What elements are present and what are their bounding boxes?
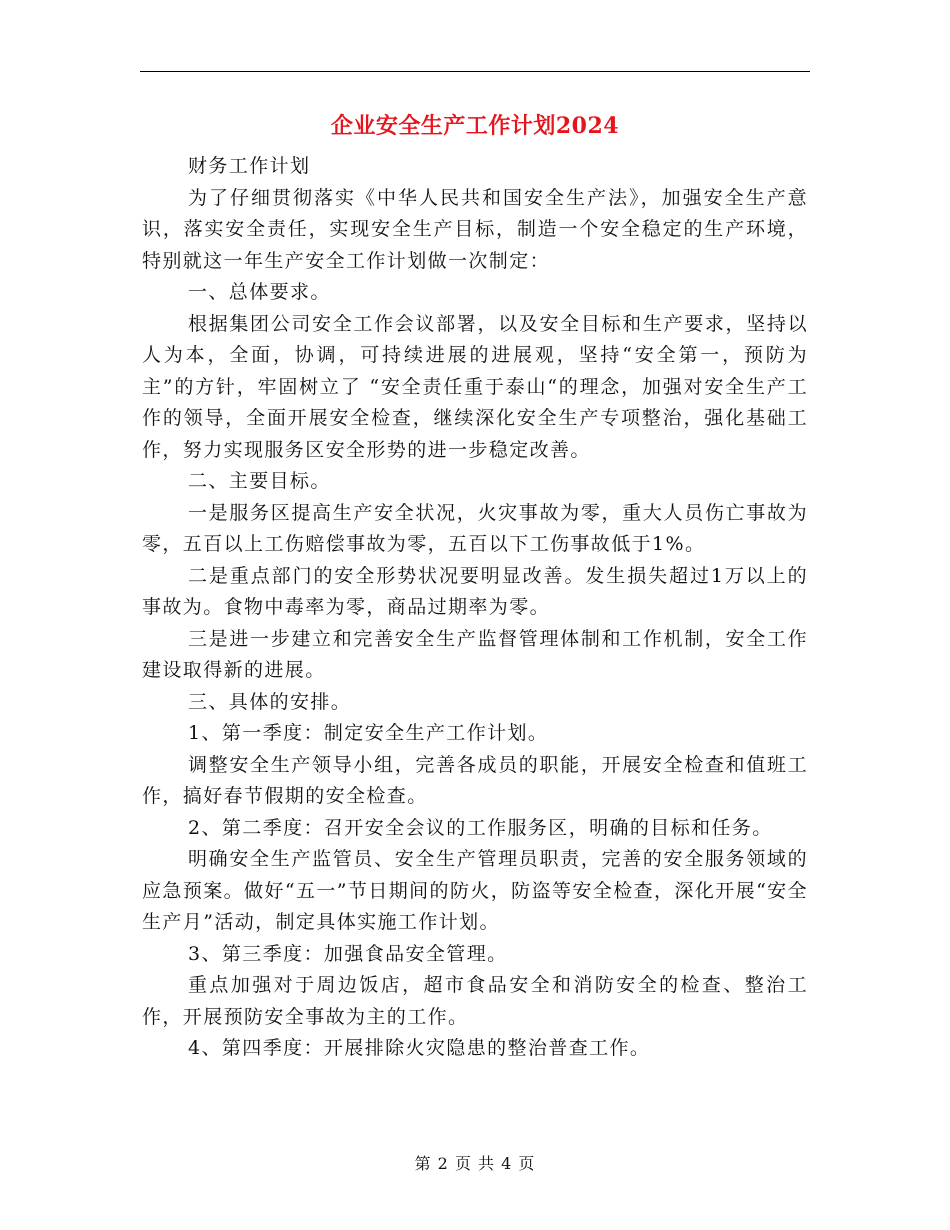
page-number: 第 2 页 共 4 页 [414, 1154, 536, 1173]
document-title: 企业安全生产工作计划2024 [330, 113, 620, 139]
paragraph-goal-2: 二是重点部门的安全形势状况要明显改善。发生损失超过1万以上的事故为。食物中毒率为零，商品过期率为零。 [142, 564, 808, 618]
paragraph-goal-1: 一是服务区提高生产安全状况，火灾事故为零，重大人员伤亡事故为零，五百以上工伤赔偿事故为零，五百以下工伤事故低于1%。 [142, 501, 808, 555]
paragraph-q2-heading: 2、第二季度：召开安全会议的工作服务区，明确的目标和任务。 [188, 816, 773, 839]
paragraph-q4-heading: 4、第四季度：开展排除火灾隐患的整治普查工作。 [188, 1037, 651, 1059]
paragraph-q3-heading: 3、第三季度：加强食品安全管理。 [188, 942, 508, 965]
document-body [142, 151, 808, 1065]
paragraph-q1-detail: 调整安全生产领导小组，完善各成员的职能，开展安全检查和值班工作，搞好春节假期的安全检查。 [142, 753, 808, 807]
section-heading-main-goals: 二、主要目标。 [188, 470, 331, 492]
paragraph-overall-requirements: 根据集团公司安全工作会议部署，以及安全目标和生产要求，坚持以人为本，全面，协调，可持续进展的进展观，坚持“安全第一，预防为主”的方针，牢固树立了 “安全责任重于泰山“的理念，加强对安全生产工作的领导，全面开展安全检查，继续深化安全生产专项整治，强化基础工作，努力实现服务区安全形势的进一步稳定改善。 [142, 312, 808, 461]
section-heading-overall-requirements: 一、总体要求。 [188, 281, 331, 303]
paragraph-subtitle: 财务工作计划 [188, 155, 311, 177]
paragraph-q3-detail: 重点加强对于周边饭店，超市食品安全和消防安全的检查、整治工作，开展预防安全事故为主的工作。 [142, 974, 808, 1028]
paragraph-q1-heading: 1、第一季度：制定安全生产工作计划。 [188, 722, 549, 744]
section-heading-arrangements: 三、具体的安排。 [188, 690, 352, 713]
paragraph-goal-3: 三是进一步建立和完善安全生产监督管理体制和工作机制，安全工作建设取得新的进展。 [142, 627, 808, 681]
header-rule [140, 71, 810, 72]
paragraph-q2-detail: 明确安全生产监管员、安全生产管理员职责，完善的安全服务领域的应急预案。做好“五一”节日期间的防火，防盗等安全检查，深化开展“安全生产月”活动，制定具体实施工作计划。 [142, 848, 808, 933]
paragraph-intro: 为了仔细贯彻落实《中华人民共和国安全生产法》，加强安全生产意识，落实安全责任，实现安全生产目标，制造一个安全稳定的生产环境，特别就这一年生产安全工作计划做一次制定： [142, 186, 808, 272]
